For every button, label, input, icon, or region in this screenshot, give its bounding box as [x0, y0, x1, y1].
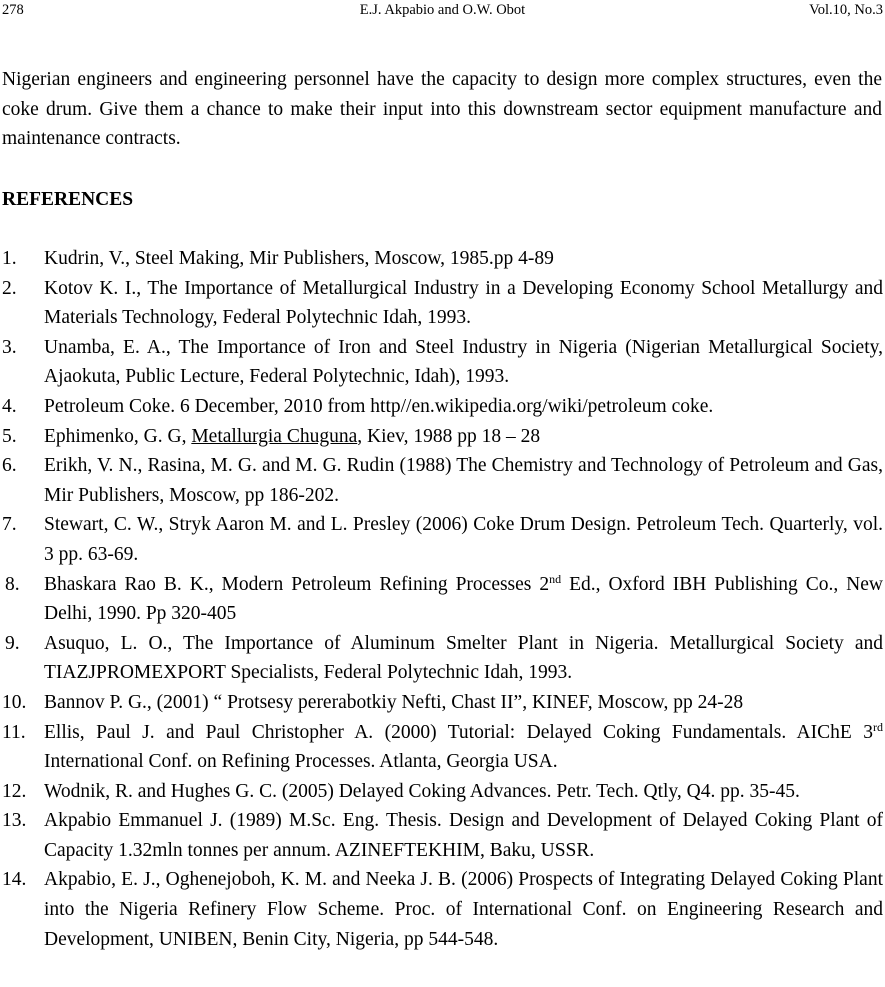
reference-item	[0, 777, 883, 807]
reference-text: Akpabio, E. J., Oghenejoboh, K. M. and Neeka J. B. (2006) Prospects of Integrating Delayed Coking Plant into the Nigeria Refinery Flow Scheme. Proc. of International Conf. on Engineering Research and Development, UNIBEN, Benin City, Nigeria, pp 544-548.	[44, 869, 883, 950]
reference-number: 13.	[2, 810, 27, 832]
superscript: nd	[549, 571, 562, 586]
reference-item	[0, 274, 883, 333]
reference-text: Kotov K. I., The Importance of Metallurgical Industry in a Developing Economy School Metallurgy and Materials Technology, Federal Polytechnic Idah, 1993.	[44, 277, 883, 329]
references-list	[0, 244, 883, 954]
intro-paragraph: Nigerian engineers and engineering personnel have the capacity to design more complex structures, even the coke drum. Give them a chance to make their input into this downstream sector equipment manufacture and maintenance contracts.	[2, 69, 882, 149]
reference-book-title: Metallurgia Chuguna	[191, 425, 358, 447]
reference-text-part: , Kiev, 1988 pp 18 – 28	[357, 425, 541, 447]
reference-text-part: Ephimenko, G. G,	[44, 425, 192, 447]
reference-item	[0, 333, 883, 392]
reference-text: Asuquo, L. O., The Importance of Aluminum Smelter Plant in Nigeria. Metallurgical Society and TIAZJPROMEXPORT Specialists, Federal Polytechnic Idah, 1993.	[44, 632, 883, 684]
reference-text	[44, 571, 884, 625]
reference-item	[0, 718, 883, 777]
reference-number: 8.	[5, 573, 20, 595]
reference-number: 12.	[2, 780, 27, 802]
reference-number: 1.	[2, 248, 17, 269]
reference-text-part: International Conf. on Refining Processes. Atlanta, Georgia USA.	[44, 751, 558, 773]
running-header	[2, 0, 883, 22]
reference-text: Stewart, C. W., Stryk Aaron M. and L. Presley (2006) Coke Drum Design. Petroleum Tech. Quarterly, vol. 3 pp. 63-69.	[44, 514, 883, 565]
reference-text-part: Ed., Oxford IBH Publishing Co., New Delhi, 1990. Pp 320-405	[44, 573, 884, 625]
reference-item	[0, 244, 883, 274]
reference-item	[0, 451, 883, 510]
reference-number: 11.	[2, 721, 26, 743]
reference-number: 2.	[2, 277, 17, 299]
reference-item	[0, 392, 883, 422]
reference-text-part: Bhaskara Rao B. K., Modern Petroleum Refining Processes 2	[44, 573, 550, 595]
reference-number: 10.	[2, 691, 27, 713]
reference-item	[0, 688, 883, 718]
reference-item	[0, 865, 883, 954]
reference-text-part: Ellis, Paul J. and Paul Christopher A. (2000) Tutorial: Delayed Coking Fundamentals. AIChE 3	[44, 721, 873, 743]
references-heading: REFERENCES	[2, 189, 134, 210]
reference-number: 9.	[5, 632, 20, 654]
running-authors: E.J. Akpabio and O.W. Obot	[359, 2, 526, 18]
reference-number: 4.	[2, 395, 17, 417]
reference-item	[0, 510, 883, 569]
reference-number: 5.	[2, 425, 17, 447]
reference-number: 7.	[2, 514, 17, 536]
superscript: rd	[873, 719, 883, 734]
page-number: 278	[2, 2, 24, 18]
reference-number: 14.	[2, 869, 27, 891]
reference-text: Wodnik, R. and Hughes G. C. (2005) Delayed Coking Advances. Petr. Tech. Qtly, Q4. pp. 35-45.	[44, 780, 800, 802]
reference-text: Bannov P. G., (2001) “ Protsesy pererabotkiy Nefti, Chast II”, KINEF, Moscow, pp 24-28	[44, 691, 744, 713]
reference-item	[0, 806, 883, 865]
reference-text: Petroleum Coke. 6 December, 2010 from http//en.wikipedia.org/wiki/petroleum coke.	[44, 395, 714, 417]
reference-text: Unamba, E. A., The Importance of Iron and Steel Industry in Nigeria (Nigerian Metallurgical Society, Ajaokuta, Public Lecture, Federal Polytechnic, Idah), 1993.	[44, 336, 883, 388]
reference-text	[44, 719, 883, 773]
reference-number: 6.	[2, 455, 17, 477]
reference-number: 3.	[2, 336, 17, 358]
reference-item	[0, 422, 883, 452]
reference-text: Kudrin, V., Steel Making, Mir Publishers, Moscow, 1985.pp 4-89	[44, 248, 554, 269]
reference-item	[0, 570, 883, 629]
reference-text: Akpabio Emmanuel J. (1989) M.Sc. Eng. Thesis. Design and Development of Delayed Coking Plant of Capacity 1.32mln tonnes per annum. AZINEFTEKHIM, Baku, USSR.	[44, 810, 883, 861]
reference-item	[0, 629, 883, 688]
reference-text: Erikh, V. N., Rasina, M. G. and M. G. Rudin (1988) The Chemistry and Technology of Petroleum and Gas, Mir Publishers, Moscow, pp 186-202.	[44, 455, 883, 506]
reference-text	[44, 426, 540, 447]
volume-issue: Vol.10, No.3	[809, 2, 883, 18]
